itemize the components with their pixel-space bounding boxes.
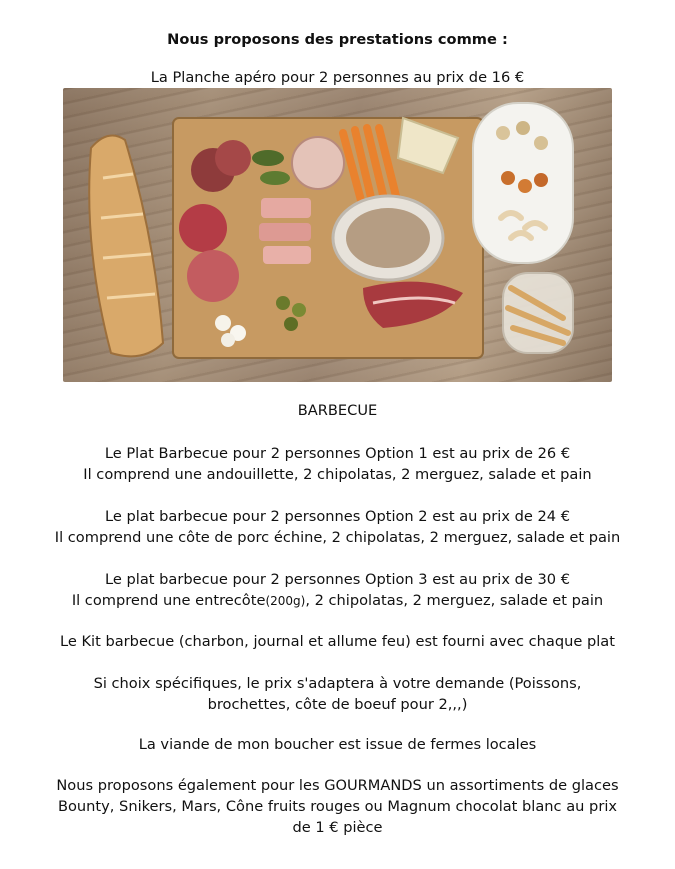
option-3-title: Le plat barbecue pour 2 personnes Option 3 est au prix de 30 € (105, 571, 570, 588)
planche-offer: La Planche apéro pour 2 personnes au prix de 16 € (150, 69, 525, 86)
page-title: Nous proposons des prestations comme : (167, 31, 508, 48)
barbecue-heading: BARBECUE (297, 402, 378, 419)
option-3-weight: (200g) (265, 594, 306, 608)
option-3-details (0, 590, 675, 612)
dessert-line-3: de 1 € pièce (292, 819, 383, 836)
charcuterie-board-photo (63, 88, 612, 382)
option-2-title: Le plat barbecue pour 2 personnes Option 2 est au prix de 24 € (105, 508, 570, 525)
dessert-line-2: Bounty, Snikers, Mars, Cône fruits rouges ou Magnum chocolat blanc au prix (57, 798, 618, 815)
option-3-details-pre: Il comprend une entrecôte (71, 592, 266, 609)
meat-origin-note: La viande de mon boucher est issue de fermes locales (138, 736, 537, 753)
option-2-details: Il comprend une côte de porc échine, 2 chipolatas, 2 merguez, salade et pain (54, 529, 621, 546)
option-3-details-post: , 2 chipolatas, 2 merguez, salade et pain (305, 592, 604, 609)
option-1-details: Il comprend une andouillette, 2 chipolatas, 2 merguez, salade et pain (83, 466, 592, 483)
specific-note-line-2: brochettes, côte de boeuf pour 2,,,) (207, 696, 468, 713)
kit-note: Le Kit barbecue (charbon, journal et allume feu) est fourni avec chaque plat (60, 633, 615, 650)
option-1-title: Le Plat Barbecue pour 2 personnes Option 1 est au prix de 26 € (104, 445, 571, 462)
dessert-line-1: Nous proposons également pour les GOURMANDS un assortiments de glaces (56, 777, 619, 794)
specific-note-line-1: Si choix spécifiques, le prix s'adaptera à votre demande (Poissons, (93, 675, 582, 692)
